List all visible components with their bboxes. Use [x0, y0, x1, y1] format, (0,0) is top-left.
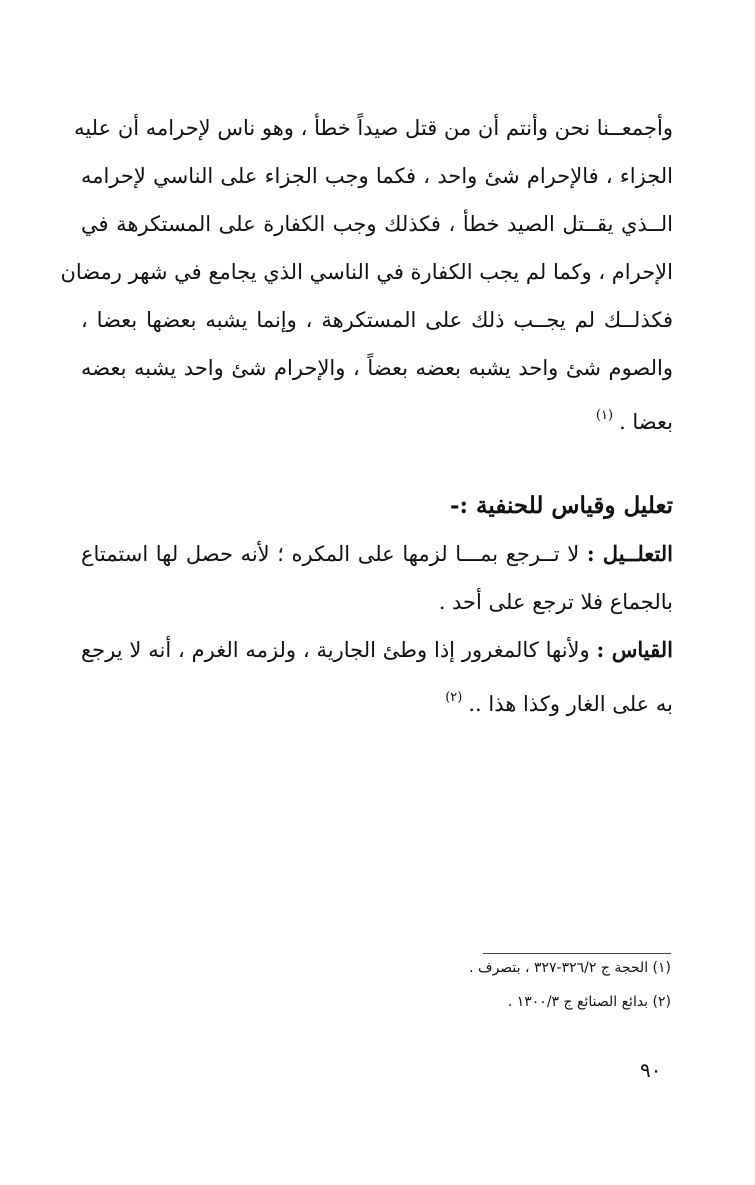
- taleel-term: التعلــيل :: [586, 541, 674, 566]
- footnote-divider: [483, 953, 671, 954]
- footnote-2: (٢) بدائع الصنائع ج ١٣٠٠/٣ .: [507, 994, 671, 1010]
- taleel-text: لا تــرجع بمـــا لزمها على المكره ؛ لأنه حصل لها استمتاع: [81, 542, 580, 566]
- footnote-ref-1: (١): [595, 408, 614, 423]
- text-fragment: بعضا .: [619, 410, 673, 434]
- section-hanafi: [81, 482, 673, 722]
- taleel-line: [81, 530, 673, 578]
- text-line: الــذي يقــتل الصيد خطأ ، فكذلك وجب الكفارة على المستكرهة في: [81, 212, 673, 236]
- text-line: الجزاء ، فالإحرام شئ واحد ، فكما وجب الجزاء على الناسي لإحرامه: [81, 164, 673, 188]
- text-fragment: به على الغار وكذا هذا ..: [468, 692, 673, 716]
- page-number: ٩٠: [640, 1058, 662, 1082]
- taleel-line-2: بالجماع فلا ترجع على أحد .: [438, 590, 673, 614]
- section-heading: تعليل وقياس للحنفية :-: [450, 492, 673, 519]
- qiyas-line: [81, 626, 673, 674]
- text-line: والصوم شئ واحد يشبه بعضه بعضاً ، والإحرام شئ واحد يشبه بعضه: [81, 356, 673, 380]
- footnote-ref-2: (٢): [445, 690, 463, 705]
- text-line: وأجمعــنا نحن وأنتم أن من قتل صيداً خطأ ، وهو ناس لإحرامه أن عليه: [74, 116, 673, 140]
- text-line: فكذلــك لم يجــب ذلك على المستكرهة ، وإنما يشبه بعضها بعضا ،: [81, 308, 673, 332]
- text-line-last: [81, 392, 673, 440]
- qiyas-text: ولأنها كالمغرور إذا وطئ الجارية ، ولزمه الغرم ، أنه لا يرجع: [81, 638, 590, 662]
- text-line: الإحرام ، وكما لم يجب الكفارة في الناسي الذي يجامع في شهر رمضان: [60, 260, 673, 284]
- footnote-1: (١) الحجة ج ٣٢٦/٢-٣٢٧ ، بتصرف .: [469, 960, 671, 976]
- qiyas-line-2: [81, 674, 673, 722]
- paragraph-ihram: [60, 104, 673, 440]
- qiyas-term: القياس :: [596, 637, 673, 662]
